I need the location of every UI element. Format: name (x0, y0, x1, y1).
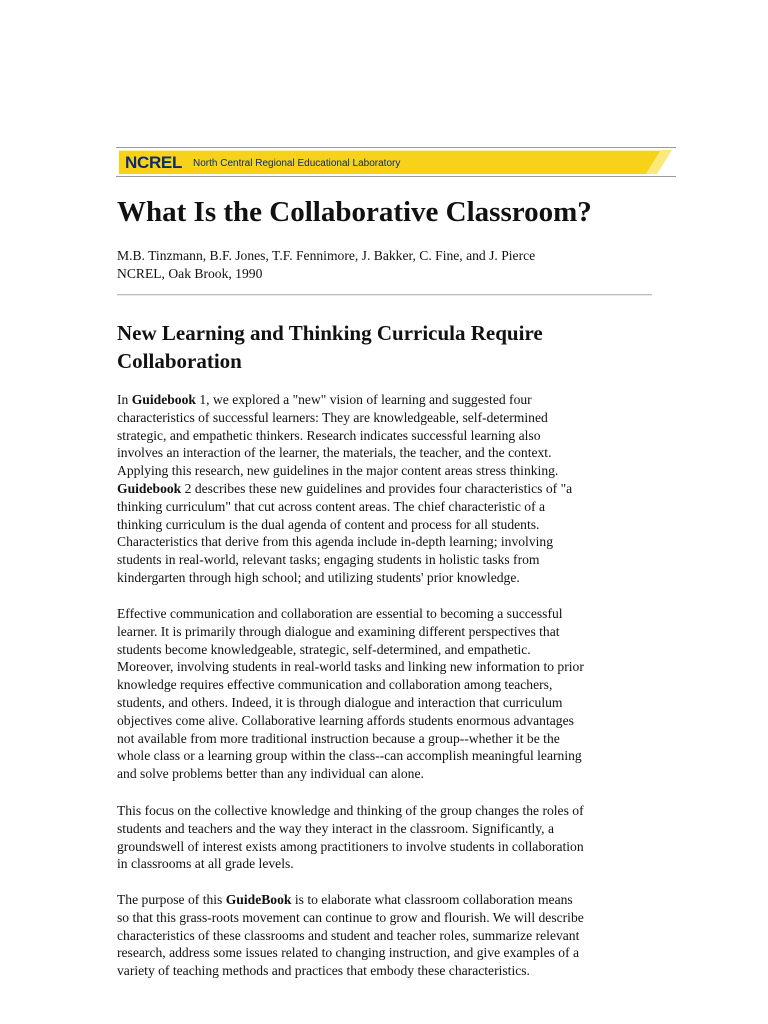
text-run: groundswell of interest exists among practitioners to involve students in collaboration (117, 838, 584, 854)
text-run: not available from more traditional instruction because a group--whether it be the (117, 730, 560, 746)
text-line (117, 569, 657, 587)
text-run: kindergarten through high school; and utilizing students' prior knowledge. (117, 569, 520, 585)
text-line (117, 641, 657, 659)
text-line (117, 820, 657, 838)
paragraph-1 (117, 391, 657, 587)
bold-term: Guidebook (117, 480, 182, 496)
ncrel-logo[interactable]: NCREL (125, 153, 183, 172)
text-line (117, 605, 657, 623)
text-run: students and teachers and the way they interact in the classroom. Significantly, a (117, 820, 555, 836)
text-run: characteristics of successful learners: They are knowledgeable, self-determined (117, 409, 548, 425)
text-line (117, 712, 657, 730)
text-run: is to elaborate what classroom collaboration means (291, 892, 573, 907)
text-run: thinking curriculum" that cut across content areas. The chief characteristic of a (117, 498, 546, 514)
text-run: Characteristics that derive from this agenda include in-depth learning; involving (117, 534, 554, 550)
text-line (117, 444, 657, 462)
text-run: involves an interaction of the learner, the materials, the teacher, and the context. (117, 445, 552, 461)
text-run: In (117, 392, 132, 407)
text-line (117, 927, 657, 945)
text-run: knowledge requires effective communication and collaboration among teachers, (117, 677, 553, 693)
text-run: 1, we explored a "new" vision of learning and suggested four (195, 392, 532, 407)
text-run: Applying this research, new guidelines in the major content areas stress thinking. (117, 463, 559, 479)
text-run: Effective communication and collaboration are essential to becoming a successful (117, 606, 563, 621)
text-run: This focus on the collective knowledge and thinking of the group changes the roles of (117, 803, 584, 818)
authors-line: M.B. Tinzmann, B.F. Jones, T.F. Fennimore, J. Bakker, C. Fine, and J. Pierce (117, 248, 536, 263)
divider (117, 294, 652, 296)
bold-term: GuideBook (225, 892, 292, 907)
byline (117, 247, 535, 283)
text-line (117, 658, 657, 676)
text-run: characteristics of these classrooms and student and teacher roles, summarize relevant (117, 927, 580, 943)
text-line (117, 409, 657, 427)
text-line (117, 516, 657, 534)
text-run: whole class or a learning group within the class--can accomplish meaningful learning (117, 748, 582, 764)
text-run: Moreover, involving students in real-world tasks and linking new information to prior (117, 659, 584, 675)
text-line (117, 730, 657, 748)
text-line (117, 944, 657, 962)
text-line (117, 694, 657, 712)
text-line (117, 765, 657, 783)
text-line (117, 462, 657, 480)
text-line (117, 427, 657, 445)
text-line (117, 551, 657, 569)
publisher-line: NCREL, Oak Brook, 1990 (117, 266, 263, 281)
text-line (117, 676, 657, 694)
text-line (117, 802, 657, 820)
paragraph-2 (117, 605, 657, 783)
text-run: students become knowledgeable, strategic, self-determined, and empathetic. (117, 641, 531, 657)
section-heading: New Learning and Thinking Curricula Require Collaboration (117, 321, 543, 373)
text-line (117, 747, 657, 765)
paragraph-4 (117, 891, 657, 980)
text-line (117, 962, 657, 980)
text-line (117, 909, 657, 927)
organization-name: North Central Regional Educational Laboratory (193, 158, 401, 169)
text-run: research, address some issues related to changing instruction, and give examples of a (117, 945, 580, 961)
ncrel-banner (116, 147, 676, 177)
text-line (117, 891, 657, 909)
text-run: learner. It is primarily through dialogue and examining different perspectives that (117, 623, 560, 639)
text-line (117, 391, 657, 409)
text-line (117, 838, 657, 856)
text-line (117, 480, 657, 498)
text-line (117, 533, 657, 551)
text-run: The purpose of this (117, 892, 226, 907)
text-run: students in real-world, relevant tasks; engaging students in holistic tasks from (117, 552, 540, 568)
text-run: strategic, and empathetic thinkers. Research indicates successful learning also (117, 427, 541, 443)
text-run: in classrooms at all grade levels. (117, 856, 294, 872)
paragraph-3 (117, 802, 657, 873)
text-run: so that this grass-roots movement can continue to grow and flourish. We will describe (117, 909, 584, 925)
text-run: students, and others. Indeed, it is through dialogue and interaction that curriculum (117, 694, 563, 710)
text-run: thinking curriculum is the dual agenda of content and process for all students. (117, 516, 540, 532)
text-line (117, 498, 657, 516)
text-run: objectives come alive. Collaborative learning affords students enormous advantages (117, 712, 574, 728)
text-run: and solve problems better than any individual can alone. (117, 766, 424, 782)
text-line (117, 623, 657, 641)
text-run: variety of teaching methods and practices that embody these characteristics. (117, 963, 530, 979)
page-title: What Is the Collaborative Classroom? (117, 196, 592, 228)
text-run: 2 describes these new guidelines and provides four characteristics of "a (181, 480, 573, 496)
text-line (117, 855, 657, 873)
bold-term: Guidebook (131, 392, 196, 407)
